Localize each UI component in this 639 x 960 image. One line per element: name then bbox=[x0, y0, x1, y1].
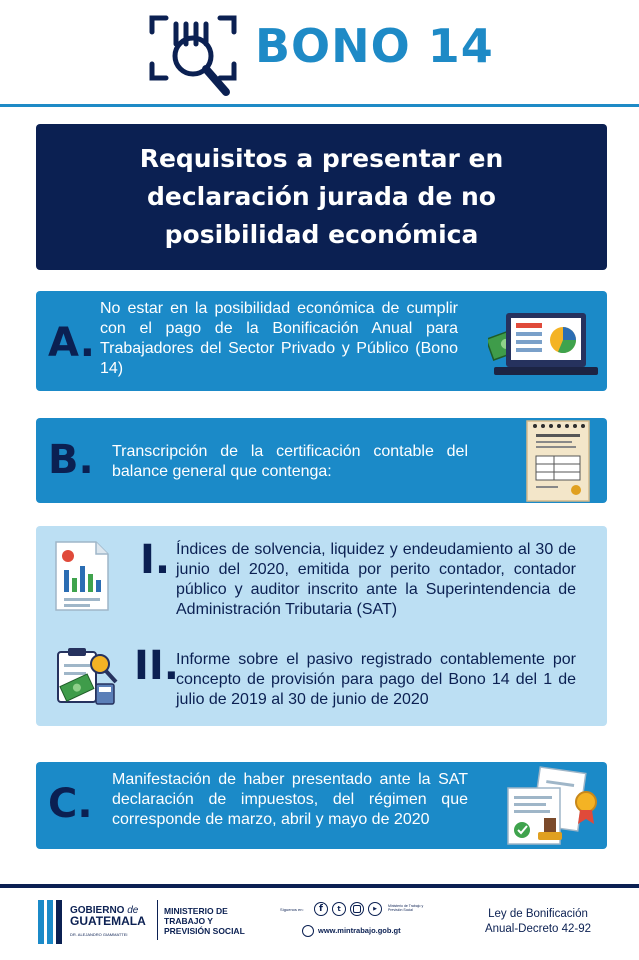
page-title: BONO 14 bbox=[255, 19, 494, 73]
globe-icon bbox=[302, 925, 314, 937]
report-chart-icon bbox=[54, 540, 110, 612]
stamp-documents-icon bbox=[500, 762, 600, 848]
gov-line3: DR. ALEJANDRO GIAMMATTEI bbox=[70, 932, 128, 937]
footer-separator bbox=[157, 900, 158, 940]
law-reference bbox=[472, 907, 604, 937]
gov-logo-text bbox=[70, 905, 146, 940]
subitem-text: Índices de solvencia, liquidez y endeudamiento al 30 de junio del 2020, emitida por perito contador, contador público y auditor inscrito ante la Superintendencia de Administración Tributaria (SAT) bbox=[176, 541, 576, 618]
gov-de: de bbox=[127, 905, 139, 916]
requirement-b bbox=[36, 418, 607, 503]
requirement-text: No estar en la posibilidad económica de cumplir con el pago de la Bonificación Anual para Trabajadores del Sector Privado y Público (Bono 14) bbox=[100, 300, 458, 377]
subitem-numeral: I. bbox=[140, 537, 171, 583]
requirement-text: Transcripción de la certificación contable del balance general que contenga: bbox=[112, 443, 468, 480]
requirement-letter: B. bbox=[48, 437, 94, 483]
law-line2: Anual-Decreto 42-92 bbox=[484, 923, 592, 935]
gov-line2: GUATEMALA bbox=[70, 914, 146, 928]
requirement-a bbox=[36, 291, 607, 391]
header-divider bbox=[0, 104, 639, 107]
requirement-letter: A. bbox=[48, 320, 95, 366]
youtube-icon[interactable]: ▶ bbox=[368, 902, 382, 916]
footer-divider bbox=[0, 884, 639, 888]
gov-line1: GOBIERNO bbox=[70, 905, 125, 916]
website-link[interactable]: www.mintrabajo.gob.gt bbox=[318, 926, 401, 935]
subitem-numeral: II. bbox=[134, 643, 179, 689]
requirement-text: Manifestación de haber presentado ante la SAT declaración de impuestos, del régimen que corresponde de marzo, abril y mayo de 2020 bbox=[112, 771, 468, 828]
title-banner bbox=[36, 124, 607, 270]
laptop-money-chart-icon bbox=[488, 307, 600, 377]
facebook-icon[interactable]: f bbox=[314, 902, 328, 916]
ministry-name: MINISTERIO DE TRABAJO Y PREVISIÓN SOCIAL bbox=[164, 906, 245, 936]
document-search-icon bbox=[148, 12, 238, 102]
social-caption: Ministerio de Trabajo y Previsión Social bbox=[388, 904, 424, 912]
follow-label: Síguenos en: bbox=[280, 907, 304, 912]
instagram-icon[interactable] bbox=[350, 902, 364, 916]
clipboard-calculator-icon bbox=[54, 646, 120, 706]
social-icons bbox=[314, 902, 386, 916]
certificate-document-icon bbox=[526, 420, 590, 502]
requirement-c bbox=[36, 762, 607, 849]
twitter-icon[interactable]: t bbox=[332, 902, 346, 916]
subitem-text: Informe sobre el pasivo registrado contablemente por concepto de provisión para pago del Bono 14 del 1 de julio de 2019 al 30 de junio de 2020 bbox=[176, 651, 576, 708]
requirement-b-subitems bbox=[36, 526, 607, 726]
guatemala-flag-logo bbox=[38, 898, 66, 946]
requirement-letter: C. bbox=[48, 781, 93, 827]
title-text: Requisitos a presentar en declaración jurada de no posibilidad económica bbox=[139, 144, 504, 249]
law-line1: Ley de Bonificación bbox=[488, 908, 588, 920]
